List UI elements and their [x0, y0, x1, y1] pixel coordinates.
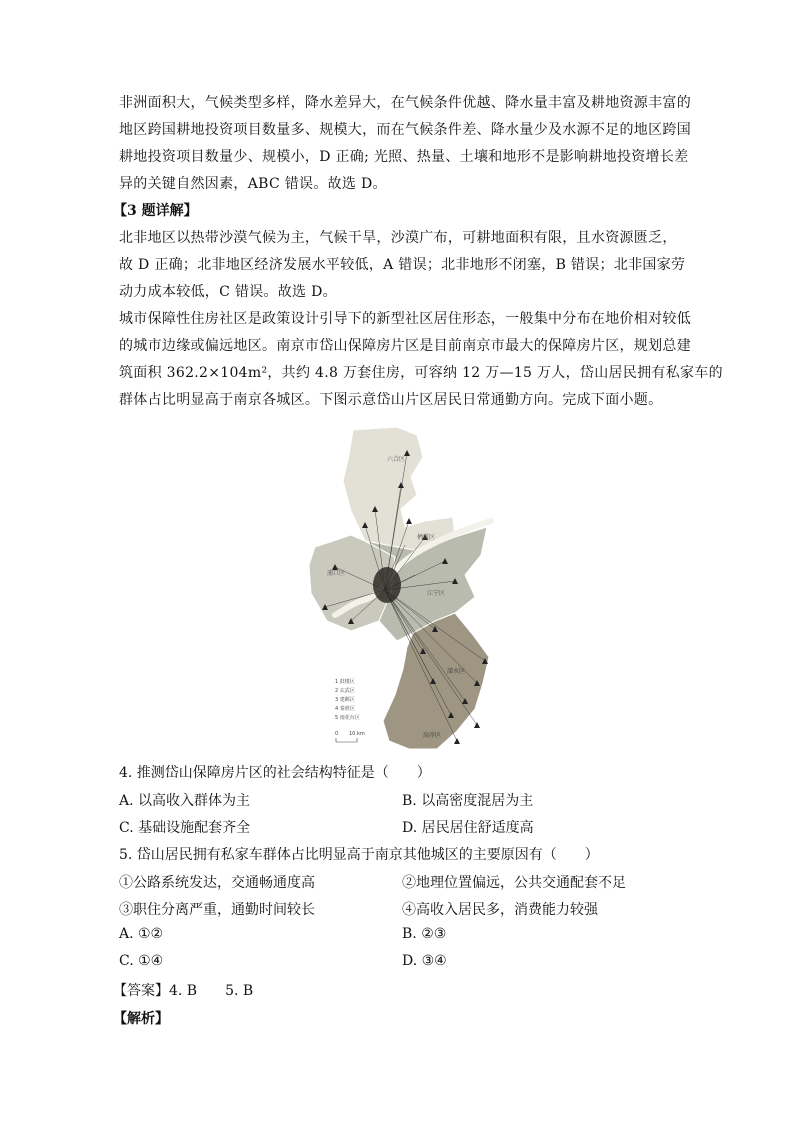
legend-item: 4 秦淮区: [335, 706, 355, 712]
paragraph-africa-investment: [119, 90, 691, 198]
text-line: 北非地区以热带沙漠气候为主，气候干旱，沙漠广布，可耕地面积有限，且水资源匮乏，: [119, 230, 677, 246]
map-legend: [335, 678, 360, 721]
q5-item-2: ②地理位置偏远，公共交通配套不足: [402, 875, 626, 891]
commute-map-svg: [305, 425, 498, 753]
q5-option-a: A. ①②: [119, 926, 164, 942]
daishan-cluster: [373, 567, 401, 603]
q5-item-3: ③职住分离严重，通勤时间较长: [119, 902, 315, 918]
question-4-stem: 4. 推测岱山保障房片区的社会结构特征是（ ）: [119, 765, 431, 781]
text-line: 群体占比明显高于南京各城区。下图示意岱山片区居民日常通勤方向。完成下面小题。: [119, 392, 663, 408]
map-region-north: [343, 427, 455, 551]
text-line: 动力成本较低，C 错误。故选 D。: [119, 284, 337, 300]
scale-ten-km: 10 km: [349, 731, 365, 737]
q4-option-d: D. 居民居住舒适度高: [402, 820, 534, 836]
district-label-jiangning: 江宁区: [427, 590, 446, 597]
analysis-heading: 【解析】: [113, 1011, 169, 1027]
paragraph-daishan-intro: [119, 306, 723, 414]
section-heading-q3: 【3 题详解】: [113, 203, 198, 219]
q5-option-c: C. ①④: [119, 953, 164, 969]
legend-item: 3 建邺区: [335, 697, 355, 703]
district-label-gaochun: 高淳区: [423, 732, 442, 739]
district-label-lishui: 溧水区: [447, 668, 466, 675]
text-line: 地区跨国耕地投资项目数量多、规模大，而在气候条件差、降水量少及水源不足的地区跨国: [119, 122, 691, 138]
q4-option-a: A. 以高收入群体为主: [119, 793, 251, 809]
answer-line: 【答案】4. B 5. B: [113, 983, 254, 999]
text-line: 的城市边缘或偏远地区。南京市岱山保障房片区是目前南京市最大的保障房片区，规划总建: [119, 338, 691, 354]
q4-option-b: B. 以高密度混居为主: [402, 793, 534, 809]
q5-option-d: D. ③④: [402, 953, 447, 969]
text-line: 故 D 正确；北非地区经济发展水平较低，A 错误；北非地形不闭塞，B 错误；北非国家劳: [119, 257, 686, 273]
district-label-qixia: 栖霞区: [417, 534, 436, 541]
district-label-pukou: 浦口区: [327, 570, 346, 577]
text-line: 非洲面积大，气候类型多样，降水差异大，在气候条件优越、降水量丰富及耕地资源丰富的: [119, 95, 691, 111]
scale-zero: 0: [335, 731, 339, 737]
commute-map: [305, 425, 498, 753]
q5-item-4: ④高收入居民多，消费能力较强: [402, 902, 598, 918]
text-line: 筑面积 362.2×104m²，共约 4.8 万套住房，可容纳 12 万—15 万人，岱山居民拥有私家车的: [119, 365, 723, 381]
district-label-liuhe: 六合区: [387, 456, 406, 463]
legend-item: 1 鼓楼区: [335, 679, 355, 685]
q4-option-c: C. 基础设施配套齐全: [119, 820, 251, 836]
text-line: 耕地投资项目数量少、规模小，D 正确; 光照、热量、土壤和地形不是影响耕地投资增长差: [119, 149, 689, 165]
q5-option-b: B. ②③: [402, 926, 447, 942]
text-line: 异的关键自然因素，ABC 错误。故选 D。: [119, 176, 387, 192]
q5-item-1: ①公路系统发达，交通畅通度高: [119, 875, 315, 891]
paragraph-north-africa: [119, 225, 686, 306]
legend-item: 5 雨花台区: [335, 715, 360, 721]
question-5-stem: 5. 岱山居民拥有私家车群体占比明显高于南京其他城区的主要原因有（ ）: [119, 847, 599, 863]
text-line: 城市保障性住房社区是政策设计引导下的新型社区居住形态，一般集中分布在地价相对较低: [119, 311, 691, 327]
scale-bar: [335, 731, 365, 742]
legend-item: 2 玄武区: [335, 688, 355, 694]
